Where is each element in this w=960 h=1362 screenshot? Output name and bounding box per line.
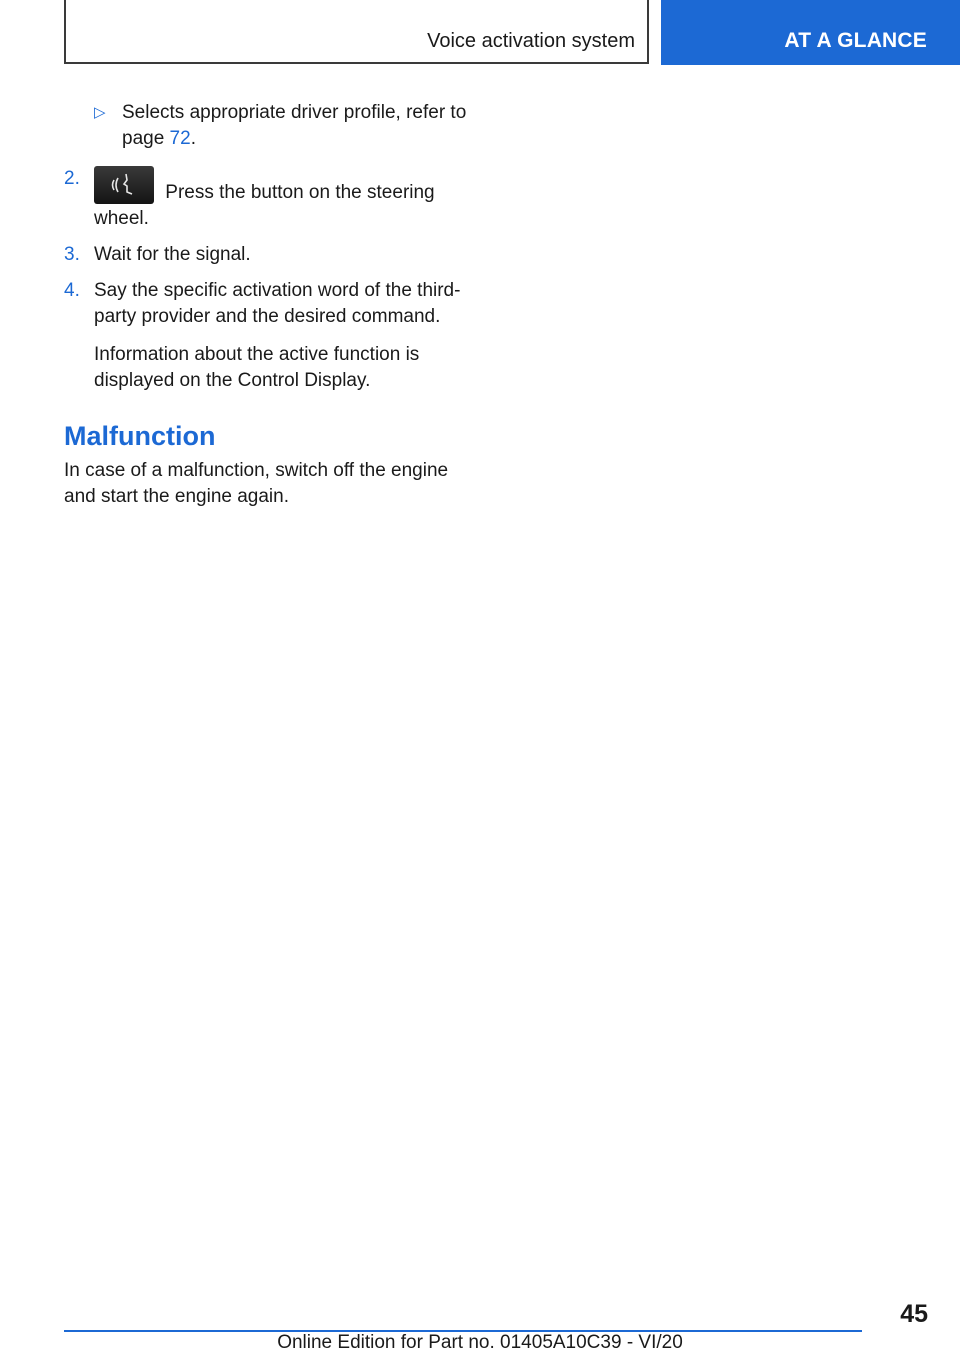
step-note: Information about the active function is displayed on the Control Display.: [94, 344, 420, 391]
step-2: [64, 166, 474, 232]
step-3: [64, 242, 474, 268]
voice-command-button-icon: [94, 166, 154, 204]
step-text: Press the button on the steering wheel.: [94, 182, 435, 229]
step-text: Wait for the signal.: [94, 244, 251, 265]
chapter-tab[interactable]: [661, 0, 960, 65]
section-heading-malfunction: Malfunction: [64, 421, 216, 451]
edition-note: Online Edition for Part no. 01405A10C39 - VI/20: [277, 1332, 683, 1353]
main-content: [64, 100, 474, 510]
step-number: 3.: [64, 244, 80, 265]
step-number: 4.: [64, 280, 80, 301]
bullet-text: Selects appropriate driver profile, refer to page: [122, 102, 467, 149]
step-text: Say the specific activation word of the third-party provider and the desired command.: [94, 280, 461, 327]
bullet-item: [64, 100, 474, 152]
page-reference-link[interactable]: 72: [169, 128, 191, 149]
chapter-tab-label: AT A GLANCE: [784, 29, 927, 52]
section-body: In case of a malfunction, switch off the engine and start the engine again.: [64, 460, 449, 507]
triangle-bullet-icon: ▷: [94, 104, 106, 121]
section-title: Voice activation system: [427, 30, 635, 52]
step-4: [64, 278, 474, 394]
header-section-box: [64, 0, 649, 64]
bullet-suffix: .: [190, 128, 196, 149]
page-number: 45: [900, 1300, 928, 1328]
step-number: 2.: [64, 168, 80, 189]
